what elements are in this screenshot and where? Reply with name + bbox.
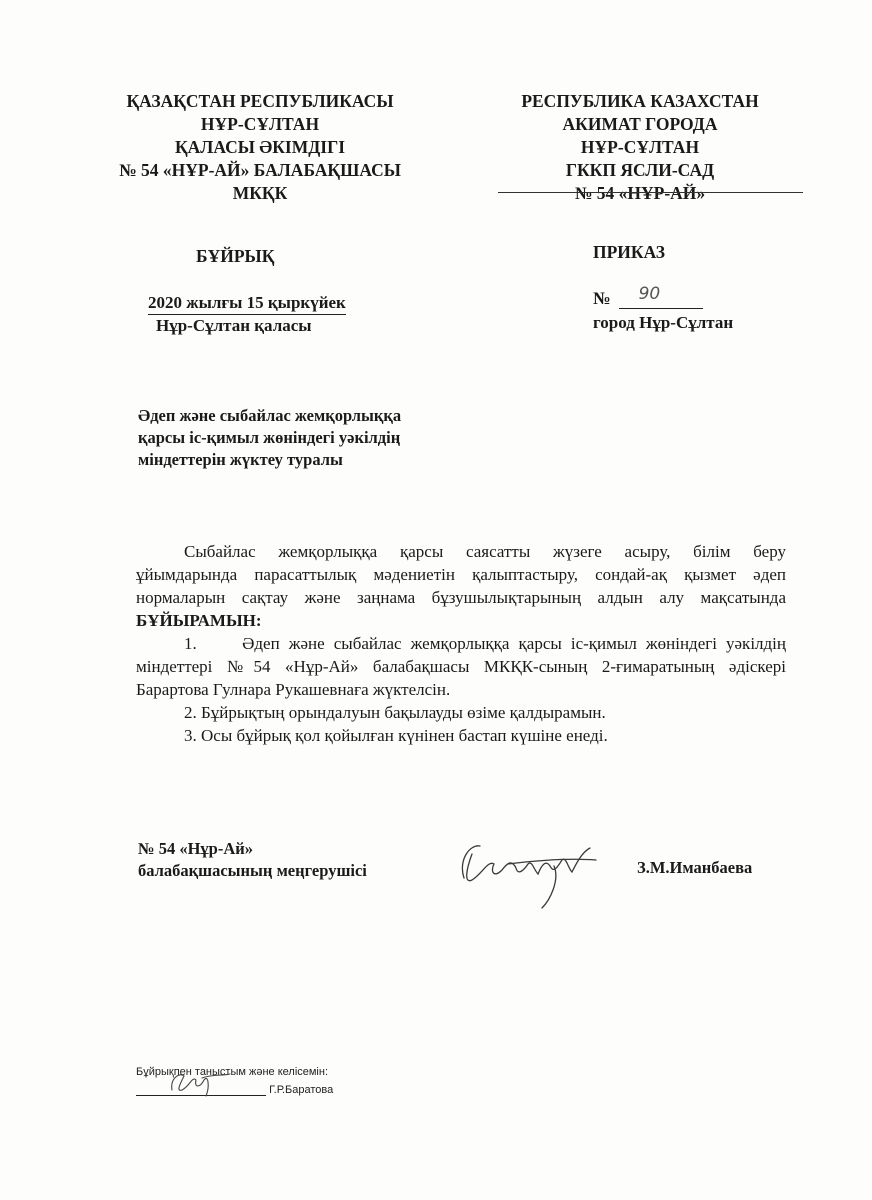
order-city-kz: Нұр-Сұлтан қаласы	[156, 316, 312, 335]
order-title-kz: БҰЙРЫҚ	[196, 246, 275, 266]
header-right-line: ГККП ЯСЛИ-САД	[565, 160, 715, 180]
order-body	[136, 540, 786, 747]
header-right-line: АКИМАТ ГОРОДА	[562, 114, 718, 134]
header-left-line: ҚАЛАСЫ ӘКІМДІГІ	[174, 137, 346, 157]
order-item-1-text: Әдеп және сыбайлас жемқорлыққа қарсы іс-қимыл жөніндегі уәкілдің міндеттері №54 «Нұр-Ай» балабақшасы МКҚК-сының 2-ғимаратының әдіскері Барартова Гулнара Рукашевнаға жүктелсін.	[136, 634, 786, 699]
order-command: БҰЙЫРАМЫН:	[136, 611, 262, 630]
preamble-line: ұйымдарында парасаттылық мәдениетін қалыптастыру, сондай-ақ қызмет әдеп	[136, 565, 786, 584]
acknowledgement-handwritten-signature	[166, 1068, 236, 1100]
order-date: 2020 жылғы 15 қыркүйек	[148, 293, 346, 315]
order-item-1-number: 1.	[184, 634, 197, 653]
order-item-1	[136, 632, 786, 701]
acknowledgement-label: Бұйрықпен таныстым және келісемін:	[136, 1066, 329, 1078]
header-left-block	[100, 90, 420, 205]
acknowledgement-name: Г.Р.Баратова	[269, 1084, 334, 1096]
header-right-line: РЕСПУБЛИКА КАЗАХСТАН	[521, 91, 759, 111]
preamble-line: Сыбайлас жемқорлыққа қарсы саясатты жүзеге асыру, білім беру	[184, 542, 786, 561]
order-number-line	[619, 284, 703, 309]
subject-line: міндеттерін жүктеу туралы	[138, 450, 343, 469]
signatory-org: № 54 «Нұр-Ай»	[138, 839, 254, 858]
signatory-position: балабақшасының меңгерушісі	[138, 861, 367, 880]
order-number-value: 90	[638, 284, 661, 304]
handwritten-signature	[450, 830, 600, 910]
header-left-line: ҚАЗАҚСТАН РЕСПУБЛИКАСЫ	[126, 91, 394, 111]
order-item-2: 2. Бұйрықтың орындалуын бақылауды өзіме қалдырамын.	[184, 703, 606, 722]
header-right-block	[495, 90, 785, 205]
header-divider	[498, 192, 803, 193]
order-number-prefix: №	[593, 288, 611, 308]
order-item-3: 3. Осы бұйрық қол қойылған күнінен бастап күшіне енеді.	[184, 726, 608, 745]
order-subject	[138, 405, 468, 471]
order-city-ru: город Нұр-Сұлтан	[593, 313, 734, 332]
header-left-line: НҰР-СҰЛТАН	[200, 114, 320, 134]
subject-line: Әдеп және сыбайлас жемқорлыққа	[138, 406, 402, 425]
order-number	[593, 284, 703, 309]
preamble-line: нормаларын сақтау және заңнама бұзушылықтарының алдын алу мақсатында	[136, 588, 786, 607]
order-title-ru: ПРИКАЗ	[593, 242, 666, 262]
header-right-line: НҰР-СҰЛТАН	[580, 137, 700, 157]
subject-line: қарсы іс-қимыл жөніндегі уәкілдің	[138, 428, 401, 447]
signatory-name: З.М.Иманбаева	[637, 858, 753, 877]
header-right-line: № 54 «НҰР-АЙ»	[574, 183, 706, 203]
header-left-line: МКҚК	[232, 183, 288, 203]
header-left-line: № 54 «НҰР-АЙ» БАЛАБАҚШАСЫ	[119, 160, 401, 180]
signatory-position-block	[138, 838, 367, 882]
